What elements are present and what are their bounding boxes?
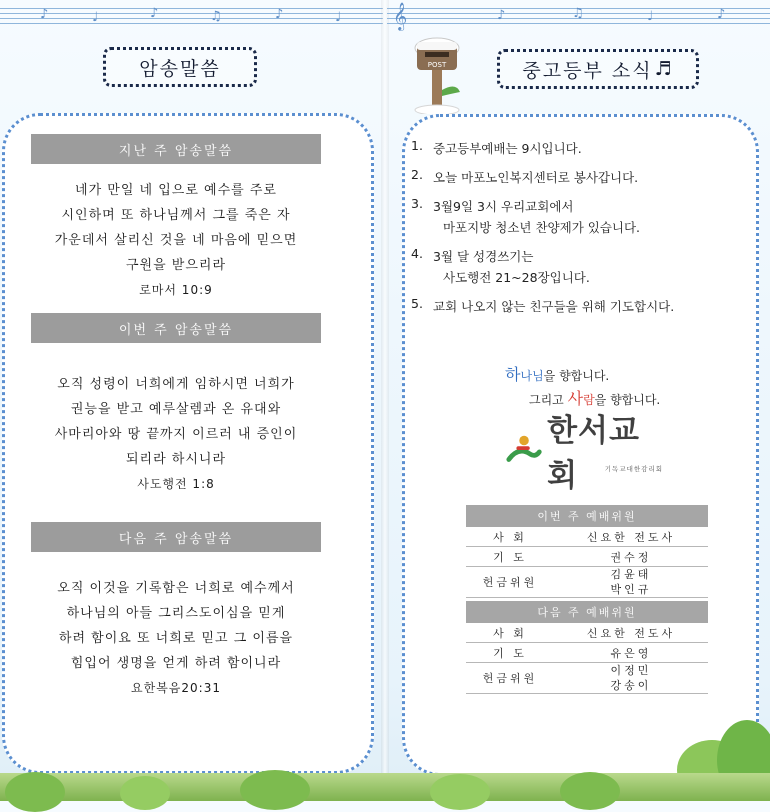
verse-last-week: 네가 만일 네 입으로 예수를 주로 시인하며 또 하나님께서 그를 죽은 자 가운데서 살리신 것을 네 마음에 믿으면 구원을 받으리라 로마서 10:9	[31, 178, 321, 303]
table-row: 헌금위원 김윤태 박인규	[466, 567, 708, 598]
music-note-icon: ♩	[92, 10, 99, 25]
worship-duty-next-week	[466, 601, 708, 694]
music-note-icon: ♬	[654, 58, 674, 80]
list-item: 4. 3월 달 성경쓰기는 사도행전 21~28장입니다.	[411, 246, 590, 285]
right-page	[387, 0, 770, 801]
music-note-icon: ♫	[210, 9, 222, 24]
music-note-icon: ♪	[275, 7, 284, 22]
worship-duty-this-week	[466, 505, 708, 598]
music-note-icon: ♫	[572, 6, 584, 21]
memory-verse-title-text: 암송말씀	[139, 57, 221, 80]
table-row: 기 도 유은영	[466, 643, 708, 663]
church-motto-line2: 그리고 사람을 향합니다.	[529, 389, 661, 408]
church-logo	[505, 413, 665, 494]
tree-decoration	[5, 772, 65, 812]
church-name: 한서교회	[547, 413, 640, 494]
music-note-icon: ♪	[497, 8, 506, 23]
section-header-last-week: 지난 주 암송말씀	[31, 134, 321, 164]
mailbox-post-icon	[405, 22, 471, 114]
music-note-icon: ♩	[335, 10, 342, 25]
list-item: 3. 3월9일 3시 우리교회에서 마포지방 청소년 찬양제가 있습니다.	[411, 196, 641, 235]
table-row: 헌금위원 이정민 강송이	[466, 663, 708, 694]
treble-clef-icon: 𝄞	[393, 2, 408, 30]
section-header-next-week: 다음 주 암송말씀	[31, 522, 321, 552]
list-item: 1. 중고등부예배는 9시입니다.	[411, 138, 582, 156]
grass-ground-decoration	[0, 773, 770, 801]
tree-decoration	[240, 770, 310, 810]
music-note-icon: ♪	[150, 6, 159, 21]
table-row: 사 회 신요한 전도사	[466, 623, 708, 643]
memory-verse-title	[103, 47, 257, 87]
church-denomination: 기독교대한감리회	[604, 465, 663, 473]
list-item: 5. 교회 나오지 않는 친구들을 위해 기도합시다.	[411, 296, 675, 314]
table-row: 사 회 신요한 전도사	[466, 527, 708, 547]
post-sign-text: POST	[427, 61, 447, 69]
tree-decoration	[120, 776, 170, 810]
verse-reference: 로마서 10:9	[139, 283, 213, 297]
table-header-row: 다음 주 예배위원	[466, 601, 708, 623]
verse-this-week: 오직 성령이 너희에게 임하시면 너희가 권능을 받고 예루살렘과 온 유대와 사마리아와 땅 끝까지 이르러 내 증인이 되리라 하시니라 사도행전 1:8	[31, 372, 321, 497]
tree-decoration	[430, 774, 490, 810]
verse-next-week: 오직 이것을 기록함은 너희로 예수께서 하나님의 아들 그리스도이심을 믿게 하려 함이요 또 너희로 믿고 그 이름을 힘입어 생명을 얻게 하려 함이니라 요한복음20:31	[31, 576, 321, 701]
church-logo-icon	[505, 430, 543, 470]
left-page	[0, 0, 383, 801]
verse-reference: 사도행전 1:8	[137, 477, 215, 491]
news-list	[411, 138, 750, 325]
verse-reference: 요한복음20:31	[131, 681, 221, 695]
table-row: 기 도 권수정	[466, 547, 708, 567]
music-note-icon: ♩	[647, 9, 654, 24]
music-note-icon: ♪	[717, 7, 726, 22]
music-note-icon: ♪	[40, 7, 49, 22]
music-staff-decoration	[0, 6, 383, 28]
youth-news-title	[497, 49, 699, 89]
tree-decoration	[560, 772, 620, 810]
youth-news-title-text: 중고등부 소식	[522, 59, 653, 82]
section-header-this-week: 이번 주 암송말씀	[31, 313, 321, 343]
list-item: 2. 오늘 마포노인복지센터로 봉사갑니다.	[411, 167, 639, 185]
church-motto-line1: 하나님을 향합니다.	[505, 365, 610, 384]
table-header-row: 이번 주 예배위원	[466, 505, 708, 527]
